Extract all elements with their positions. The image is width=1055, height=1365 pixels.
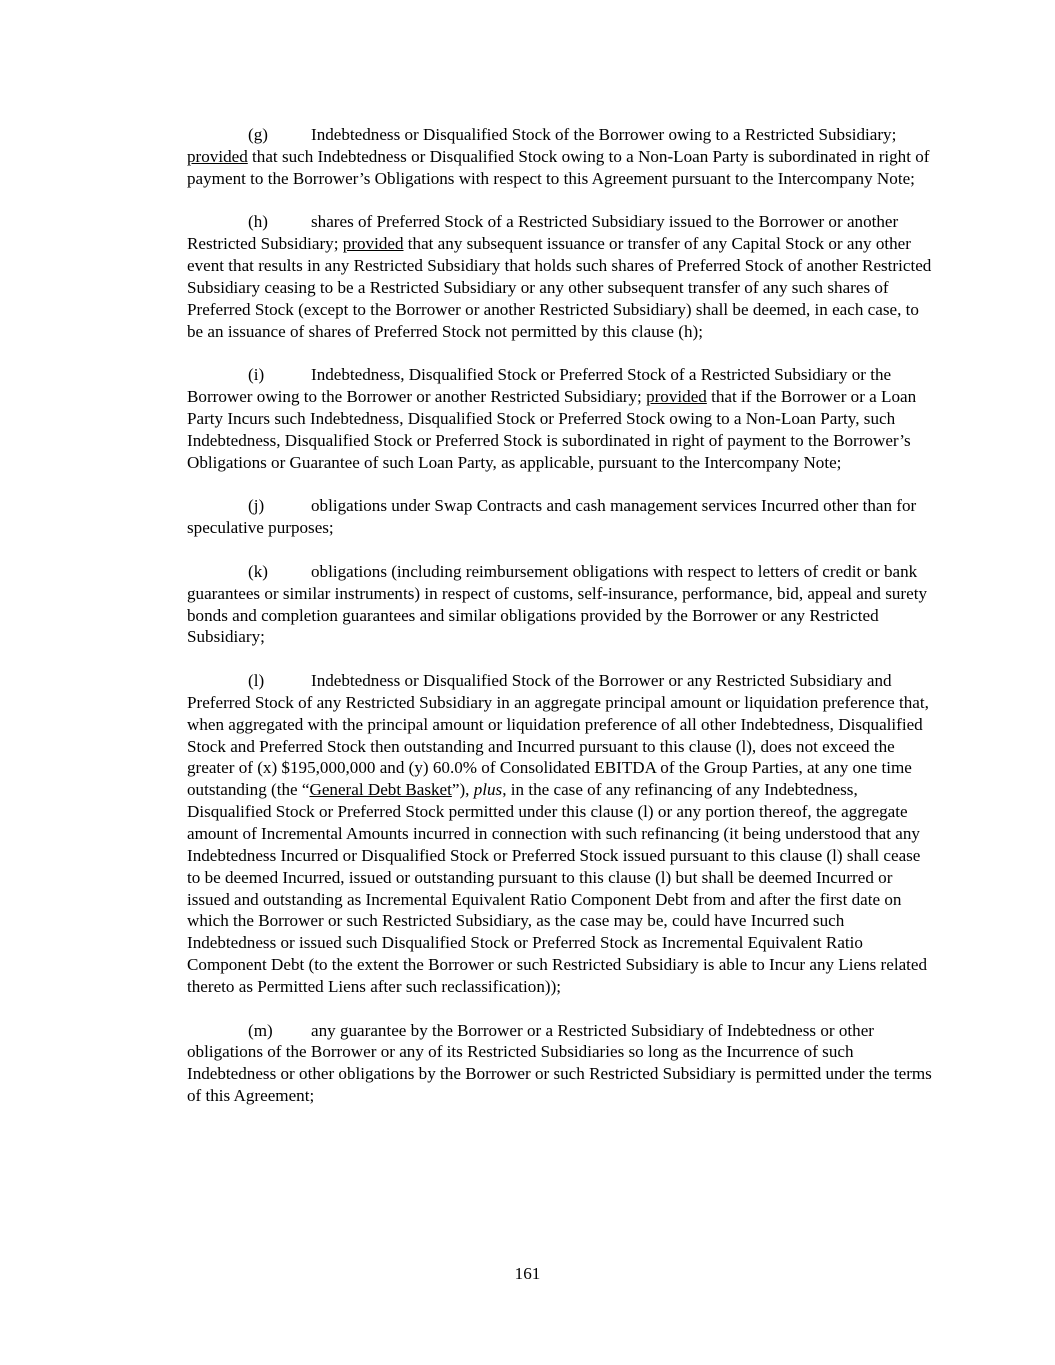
clause-text: obligations under Swap Contracts and cash management services Incurred other than for speculative purposes; bbox=[187, 496, 917, 538]
clause-g bbox=[187, 124, 935, 190]
clause-text: obligations (including reimbursement obligations with respect to letters of credit or bank guarantees or similar instruments) in respect of customs, self-insurance, performance, bid, appeal and surety bonds and completion guarantees and similar obligations provided by the Borrower or any Restricted Subsidiary; bbox=[187, 561, 928, 647]
provided-term: provided bbox=[187, 146, 248, 166]
clause-label: (k) bbox=[248, 561, 268, 581]
general-debt-basket-term: General Debt Basket bbox=[309, 780, 452, 800]
clause-label: (i) bbox=[248, 365, 265, 385]
provided-term: provided bbox=[342, 234, 404, 254]
clause-h bbox=[187, 211, 935, 342]
clause-i bbox=[187, 364, 935, 473]
clause-text: that such Indebtedness or Disqualified Stock owing to a Non-Loan Party is subordinated in right of payment to the Borrower’s Obligations with respect to this Agreement pursuant to the Intercompany Note; bbox=[187, 146, 930, 188]
clause-text: , in the case of any refinancing of any Indebtedness, Disqualified Stock or Preferred Stock permitted under this clause (l) or any portion thereof, the aggregate amount of Incremental Amounts incurred in connection with such refinancing (it being understood that any Indebtedness Incurred or Disqualified Stock or Preferred Stock issued pursuant to this clause (l) shall cease to be deemed Incurred, issued or outstanding pursuant to this clause (l) but shall be deemed Incurred or issued and outstanding as Incremental Equivalent Ratio Component Debt from and after the first date on which the Borrower or such Restricted Subsidiary, as the case may be, could have Incurred such Indebtedness or issued such Disqualified Stock or Preferred Stock as Incremental Equivalent Ratio Component Debt (to the extent the Borrower or such Restricted Subsidiary is able to Incur any Liens related thereto as Permitted Liens after such reclassification)); bbox=[187, 780, 928, 996]
clause-l bbox=[187, 670, 935, 998]
provided-term: provided bbox=[646, 387, 707, 407]
clause-j bbox=[187, 495, 935, 539]
clause-text: that if the Borrower or a Loan Party Incurs such Indebtedness, Disqualified Stock or Preferred Stock owing to a Non-Loan Party, such Indebtedness, Disqualified Stock or Preferred Stock is subordinated in right of payment to the Borrower’s Obligations or Guarantee of such Loan Party, as applicable, pursuant to the Intercompany Note; bbox=[187, 387, 917, 472]
clause-text: any guarantee by the Borrower or a Restricted Subsidiary of Indebtedness or other obligations of the Borrower or any of its Restricted Subsidiaries so long as the Incurrence of such Indebtedness or other obligations by the Borrower or such Restricted Subsidiary is permitted under the terms of this Agreement; bbox=[187, 1020, 932, 1106]
clause-label: (m) bbox=[248, 1020, 273, 1040]
clause-text: Indebtedness, Disqualified Stock or Preferred Stock of a Restricted Subsidiary or the Borrower owing to the Borrower or another Restricted Subsidiary; bbox=[187, 365, 892, 407]
clause-label: (g) bbox=[248, 125, 268, 144]
clause-label: (h) bbox=[248, 212, 268, 232]
clause-label: (l) bbox=[248, 671, 265, 691]
clause-text: Indebtedness or Disqualified Stock of the Borrower owing to a Restricted Subsidiary; bbox=[311, 125, 897, 144]
clause-text: Indebtedness or Disqualified Stock of the Borrower or any Restricted Subsidiary and Preferred Stock of any Restricted Subsidiary in an aggregate principal amount or liquidation preference that, when aggregated with the principal amount or liquidation preference of all other Indebtedness, Disqualified Stock and Preferred Stock then outstanding and Incurred pursuant to this clause (l), does not exceed the greater of (x) $195,000,000 and (y) 60.0% of Consolidated EBITDA of the Group Parties, at any one time outstanding (the “ bbox=[187, 671, 929, 800]
clause-k bbox=[187, 561, 935, 648]
clause-label: (j) bbox=[248, 496, 265, 516]
clause-text: ”), bbox=[451, 780, 474, 800]
clause-text: that any subsequent issuance or transfer of any Capital Stock or any other event that results in any Restricted Subsidiary that holds such shares of Preferred Stock of another Restricted Subsidiary ceasing to be a Restricted Subsidiary or any other subsequent transfer of any such shares of Preferred Stock (except to the Borrower or another Restricted Subsidiary) shall be deemed, in each case, to be an issuance of shares of Preferred Stock not permitted by this clause (h); bbox=[187, 234, 932, 341]
document-body bbox=[187, 124, 935, 1129]
clause-text: shares of Preferred Stock of a Restricted Subsidiary issued to the Borrower or another Restricted Subsidiary; bbox=[187, 212, 899, 254]
page-number: 161 bbox=[514, 1264, 541, 1283]
plus-term: plus bbox=[473, 780, 503, 800]
clause-m bbox=[187, 1020, 935, 1107]
